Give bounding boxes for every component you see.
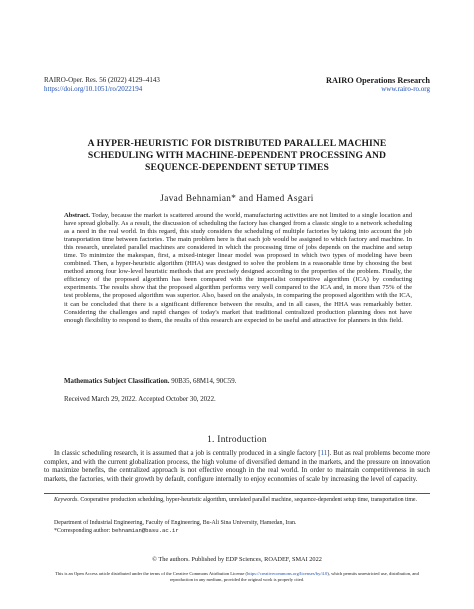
- subject-classification: [64, 377, 412, 386]
- doi-link[interactable]: https://doi.org/10.1051/ro/2022194: [44, 85, 143, 93]
- paper-title: [44, 138, 430, 175]
- msc-value: 90B35, 68M14, 90C59.: [171, 378, 237, 385]
- abstract-text: Today, because the market is scattered around the world, manufacturing activities are not limited to a single location and have spread globally. As a result, the discussion of scheduling the factory has changed from a classic single to a network scheduling as a need in the real world. In this regard, this study considers the scheduling of multiple factories by taking into account the job transportation time between factories. The main problem here is that each job would be assigned to which factory and machine. In this research, unrelated parallel machines are considered in which the processing time of jobs depends on the machine and setup time. To minimize the makespan, first, a mixed-integer linear model was proposed in which two types of modeling have been combined. Then, a hyper-heuristic algorithm (HHA) was designed to solve the problem in a reasonable time by choosing the best method among four low-level heuristic methods that are precisely designed according to the properties of the problem. Finally, the efficiency of the proposed algorithm has been compared with the imperialist competitive algorithm (ICA) by conducting experiments. The results show that the proposed algorithm performs very well compared to the ICA and, in more than 75% of the test problems, the proposed algorithm was superior. Also, based on the analysis, in comparing the proposed algorithm with the ICA, it can be concluded that there is a significant difference between the results, and in all cases, the HHA was remarkably better. Considering the challenges and rapid changes of today's market that traditional centralized production planning does not have enough flexibility to respond to them, the results of this research are expected to be useful and attractive for planners in this field.: [64, 212, 412, 324]
- license-notice: [44, 571, 430, 583]
- received-dates: Received March 29, 2022. Accepted October 30, 2022.: [64, 396, 216, 403]
- journal-name: RAIRO Operations Research: [325, 76, 430, 85]
- msc-label: Mathematics Subject Classification.: [64, 378, 170, 385]
- section-heading: 1. Introduction: [207, 435, 267, 445]
- intro-text-after: ]. But as real problems become more complex, and with the current globalization process, the high volume of diversified demand in the markets, and the pressure on innovation to maximize benefits, the centralized approach is not effective enough in the real world. In order to maintain competitiveness in such markets, the factories, with their growth by default, configure internally to enjoy economies of scale by increasing the level of capacity.: [44, 450, 430, 483]
- keywords: [44, 497, 430, 504]
- authors: Javad Behnamian* and Hamed Asgari: [160, 193, 314, 203]
- intro-text-before: In classic scheduling research, it is assumed that a job is centrally produced in a single factory [: [54, 450, 321, 457]
- affiliation-text: Department of Industrial Engineering, Faculty of Engineering, Bu-Ali Sina University, Hamedan, Iran.: [54, 520, 297, 526]
- affiliation: [44, 520, 430, 535]
- license-text-1: This is an Open Access article distributed under the terms of the Creative Commons Attribution License (: [55, 571, 248, 576]
- citation-block: [44, 76, 160, 94]
- author-email[interactable]: behnamian@basu.ac.ir: [111, 527, 179, 535]
- journal-block: [326, 76, 430, 94]
- abstract: [64, 212, 412, 325]
- title-line-2: SCHEDULING WITH MACHINE-DEPENDENT PROCESSING AND: [87, 150, 387, 162]
- title-line-1: A HYPER-HEURISTIC FOR DISTRIBUTED PARALLEL MACHINE: [87, 138, 387, 149]
- keywords-text: Cooperative production scheduling, hyper-heuristic algorithm, unrelated parallel machine, sequence-dependent setup time, transportation time.: [80, 497, 417, 503]
- introduction-paragraph: [44, 450, 430, 484]
- reference-link[interactable]: 11: [320, 450, 328, 457]
- license-link[interactable]: https://creativecommons.org/licenses/by/4.0: [247, 571, 328, 576]
- keywords-label: Keywords.: [54, 497, 79, 503]
- title-line-3: SEQUENCE-DEPENDENT SETUP TIMES: [145, 162, 329, 174]
- footnote-divider: [44, 493, 430, 494]
- corresponding-author: [44, 527, 430, 535]
- abstract-label: Abstract.: [64, 212, 90, 219]
- citation: RAIRO-Oper. Res. 56 (2022) 4129–4143: [44, 76, 160, 84]
- license-text-2: ), which permits unrestricted use, distribution, and reproduction in any medium, provided the original work is properly cited.: [169, 571, 419, 583]
- journal-website-link[interactable]: www.rairo-ro.org: [381, 85, 430, 93]
- corresponding-label: *Corresponding author:: [54, 528, 111, 535]
- copyright: © The authors. Published by EDP Sciences, ROADEF, SMAI 2022: [152, 556, 322, 563]
